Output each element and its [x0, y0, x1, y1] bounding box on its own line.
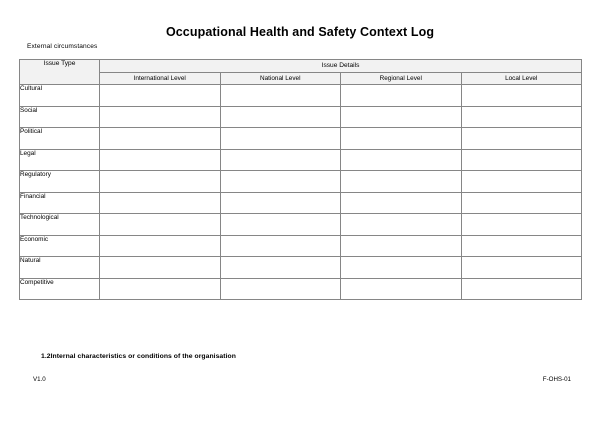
cell-financial-local[interactable] — [461, 192, 582, 214]
cell-economic-regional[interactable] — [341, 235, 462, 257]
row-label-financial: Financial — [20, 192, 100, 214]
cell-regulatory-regional[interactable] — [341, 171, 462, 193]
section-label-external-circumstances: External circumstances — [27, 43, 98, 50]
column-header-issue-details: Issue Details — [100, 60, 582, 73]
table-row — [20, 171, 582, 193]
row-label-cultural: Cultural — [20, 85, 100, 107]
cell-natural-national[interactable] — [220, 257, 341, 279]
cell-technological-regional[interactable] — [341, 214, 462, 236]
cell-financial-international[interactable] — [100, 192, 221, 214]
column-header-national-level: National Level — [220, 73, 341, 85]
cell-legal-regional[interactable] — [341, 149, 462, 171]
cell-social-international[interactable] — [100, 106, 221, 128]
cell-technological-local[interactable] — [461, 214, 582, 236]
table-row — [20, 278, 582, 300]
cell-economic-national[interactable] — [220, 235, 341, 257]
page-title: Occupational Health and Safety Context Log — [165, 25, 435, 39]
cell-economic-international[interactable] — [100, 235, 221, 257]
cell-regulatory-national[interactable] — [220, 171, 341, 193]
column-header-regional-level: Regional Level — [341, 73, 462, 85]
cell-competitive-international[interactable] — [100, 278, 221, 300]
table-row — [20, 214, 582, 236]
column-header-local-level: Local Level — [461, 73, 582, 85]
table-row — [20, 149, 582, 171]
cell-technological-international[interactable] — [100, 214, 221, 236]
table-row — [20, 106, 582, 128]
table-row — [20, 85, 582, 107]
column-header-issue-type: Issue Type — [20, 60, 100, 85]
cell-financial-national[interactable] — [220, 192, 341, 214]
table-row — [20, 257, 582, 279]
cell-cultural-regional[interactable] — [341, 85, 462, 107]
row-label-economic: Economic — [20, 235, 100, 257]
subsection-heading-internal-characteristics: 1.2Internal characteristics or conditions of the organisation — [41, 353, 236, 360]
row-label-social: Social — [20, 106, 100, 128]
cell-economic-local[interactable] — [461, 235, 582, 257]
cell-legal-local[interactable] — [461, 149, 582, 171]
table-row — [20, 235, 582, 257]
footer-form-code: F-OHS-01 — [542, 376, 571, 383]
cell-financial-regional[interactable] — [341, 192, 462, 214]
cell-competitive-national[interactable] — [220, 278, 341, 300]
table-header-row-group — [20, 60, 582, 73]
table-header — [20, 60, 582, 85]
cell-political-international[interactable] — [100, 128, 221, 150]
cell-regulatory-international[interactable] — [100, 171, 221, 193]
cell-legal-international[interactable] — [100, 149, 221, 171]
cell-social-local[interactable] — [461, 106, 582, 128]
cell-political-national[interactable] — [220, 128, 341, 150]
cell-political-regional[interactable] — [341, 128, 462, 150]
table-row — [20, 128, 582, 150]
cell-social-regional[interactable] — [341, 106, 462, 128]
row-label-technological: Technological — [20, 214, 100, 236]
row-label-competitive: Competitive — [20, 278, 100, 300]
context-log-table — [19, 59, 582, 300]
column-header-international-level: International Level — [100, 73, 221, 85]
cell-legal-national[interactable] — [220, 149, 341, 171]
table-row — [20, 192, 582, 214]
row-label-regulatory: Regulatory — [20, 171, 100, 193]
cell-natural-local[interactable] — [461, 257, 582, 279]
table-body — [20, 85, 582, 300]
cell-natural-regional[interactable] — [341, 257, 462, 279]
cell-political-local[interactable] — [461, 128, 582, 150]
cell-competitive-local[interactable] — [461, 278, 582, 300]
cell-natural-international[interactable] — [100, 257, 221, 279]
cell-cultural-local[interactable] — [461, 85, 582, 107]
row-label-natural: Natural — [20, 257, 100, 279]
cell-regulatory-local[interactable] — [461, 171, 582, 193]
cell-social-national[interactable] — [220, 106, 341, 128]
row-label-legal: Legal — [20, 149, 100, 171]
table-header-row-levels — [20, 73, 582, 85]
footer-version: V1.0 — [33, 376, 46, 383]
row-label-political: Political — [20, 128, 100, 150]
cell-technological-national[interactable] — [220, 214, 341, 236]
cell-competitive-regional[interactable] — [341, 278, 462, 300]
cell-cultural-national[interactable] — [220, 85, 341, 107]
cell-cultural-international[interactable] — [100, 85, 221, 107]
